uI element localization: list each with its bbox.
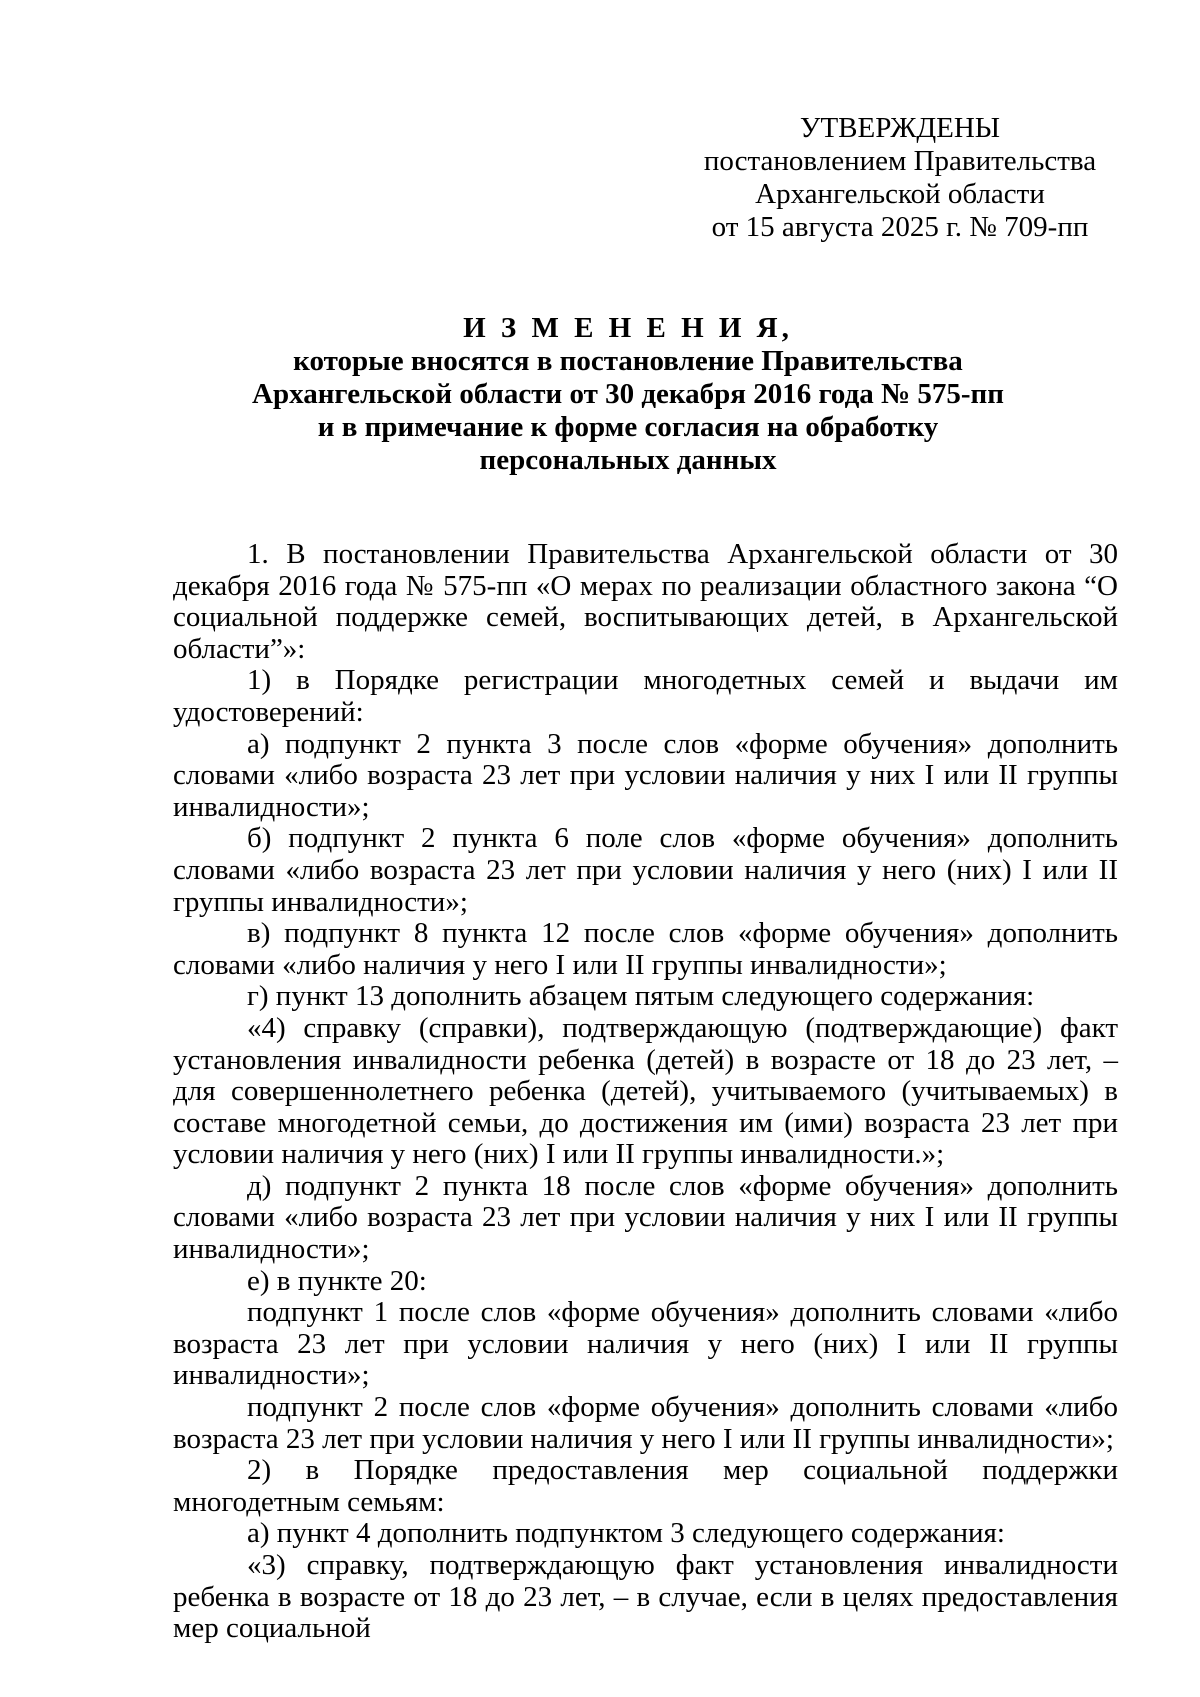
paragraph: в) подпункт 8 пункта 12 после слов «форме обучения» дополнить словами «либо наличия у него I или II группы инвалидности»; xyxy=(173,917,1118,981)
approval-line-1: постановлением Правительства xyxy=(703,145,1097,177)
approval-line-3: от 15 августа 2025 г. № 709-пп xyxy=(711,211,1089,243)
paragraph: 1) в Порядке регистрации многодетных семей и выдачи им удостоверений: xyxy=(173,664,1118,728)
title-line: которые вносятся в постановление Правительства xyxy=(293,345,963,377)
paragraph: 1. В постановлении Правительства Архангельской области от 30 декабря 2016 года № 575-пп «О мерах по реализации областного закона “О социальной поддержке семей, воспитывающих детей, в Архангельской области”»: xyxy=(173,538,1118,665)
document-body xyxy=(173,539,1118,1645)
paragraph: а) подпункт 2 пункта 3 после слов «форме обучения» дополнить словами «либо возраста 23 лет при условии наличия у них I или II группы инвалидности»; xyxy=(173,727,1118,823)
paragraph: б) подпункт 2 пункта 6 поле слов «форме обучения» дополнить словами «либо возраста 23 лет при условии наличия у него (них) I или II группы инвалидности»; xyxy=(173,822,1118,918)
paragraph: «3) справку, подтверждающую факт установления инвалидности ребенка в возрасте от 18 до 23 лет, – в случае, если в целях предоставления мер социальной xyxy=(173,1549,1118,1645)
paragraph: подпункт 2 после слов «форме обучения» дополнить словами «либо возраста 23 лет при условии наличия у него I или II группы инвалидности»; xyxy=(173,1391,1118,1455)
approval-stamp xyxy=(700,112,1100,244)
paragraph: подпункт 1 после слов «форме обучения» дополнить словами «либо возраста 23 лет при условии наличия у него (них) I или II группы инвалидности»; xyxy=(173,1296,1118,1392)
title-line: Архангельской области от 30 декабря 2016 года № 575-пп xyxy=(252,378,1004,410)
paragraph: а) пункт 4 дополнить подпунктом 3 следующего содержания: xyxy=(247,1517,1005,1550)
paragraph: г) пункт 13 дополнить абзацем пятым следующего содержания: xyxy=(247,980,1035,1013)
document-title xyxy=(170,312,1086,477)
paragraph: «4) справку (справки), подтверждающую (подтверждающие) факт установления инвалидности ребенка (детей) в возрасте от 18 до 23 лет, – для совершеннолетнего ребенка (детей), учитываемого (учитываемых) в составе многодетной семьи, до достижения им (ими) возраста 23 лет при условии наличия у него (них) I или II группы инвалидности.»; xyxy=(173,1011,1118,1171)
approval-line-2: Архангельской области xyxy=(755,178,1045,210)
approval-status: УТВЕРЖДЕНЫ xyxy=(799,112,1001,144)
title-line: и в примечание к форме согласия на обработку xyxy=(317,411,939,443)
title-line: персональных данных xyxy=(479,444,777,476)
paragraph: е) в пункте 20: xyxy=(247,1264,427,1297)
title-heading: И З М Е Н Е Н И Я, xyxy=(463,312,793,344)
paragraph: 2) в Порядке предоставления мер социальной поддержки многодетным семьям: xyxy=(173,1454,1118,1518)
paragraph: д) подпункт 2 пункта 18 после слов «форме обучения» дополнить словами «либо возраста 23 лет при условии наличия у них I или II группы инвалидности»; xyxy=(173,1169,1118,1266)
